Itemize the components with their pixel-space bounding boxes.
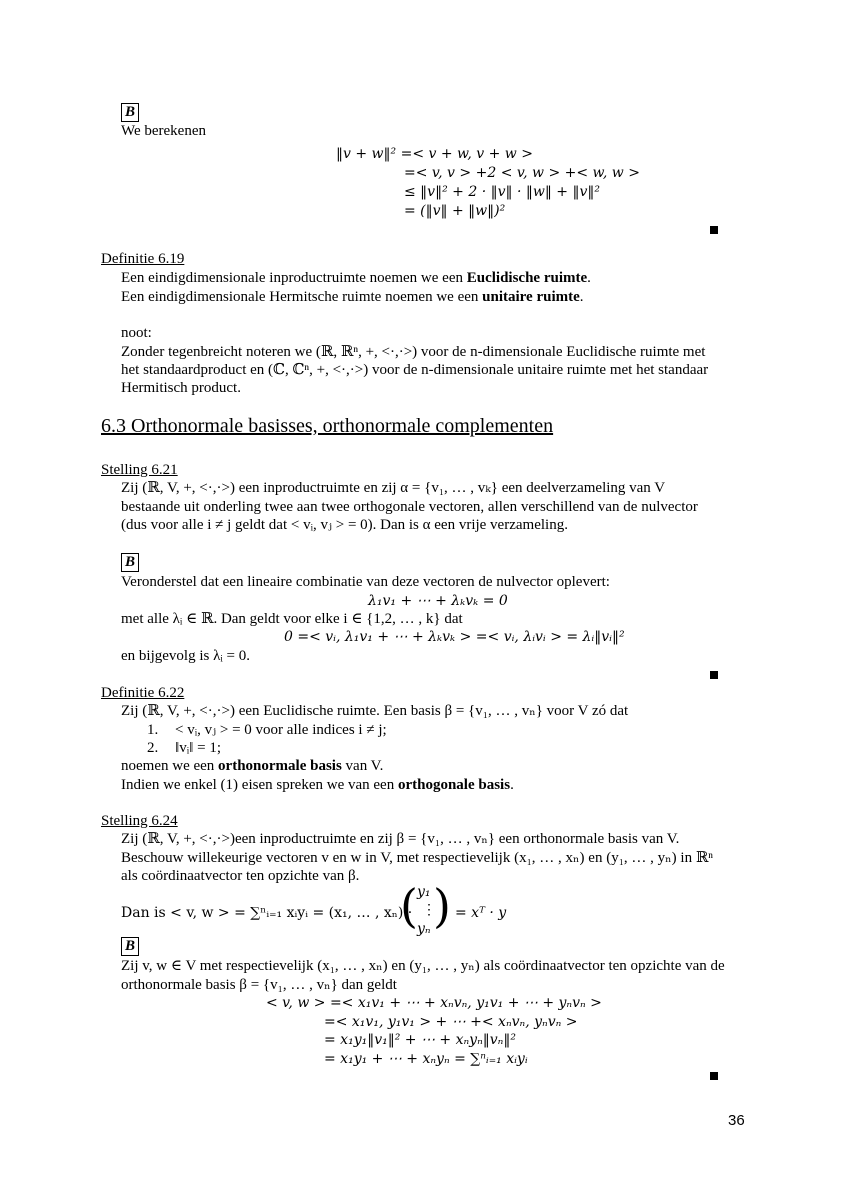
qed-symbol — [710, 1072, 718, 1080]
formula-left: Dan is < v, w > = ∑ⁿᵢ₌₁ xᵢyᵢ = (x₁, … , xₙ) · — [121, 905, 413, 921]
note-text: het standaardproduct en (ℂ, ℂⁿ, +, <·,·>) voor de n-dimensionale unitaire ruimte met het standaar — [121, 362, 709, 378]
proof-marker: B — [121, 937, 139, 956]
list-item: < vᵢ, vⱼ > = 0 voor alle indices i ≠ j; — [175, 722, 387, 738]
equation-line: 0 =< vᵢ, λ₁v₁ + ⋯ + λₖvₖ > =< vᵢ, λᵢvᵢ > = λᵢ‖vᵢ‖² — [284, 629, 625, 645]
matrix-left-paren: ( — [400, 879, 418, 933]
definition-text: Zij (ℝ, V, +, <·,·>) een Euclidische ruimte. Een basis β = {v₁, … , vₙ} voor V zó dat — [121, 703, 629, 719]
qed-symbol — [710, 671, 718, 679]
proof-marker: B — [121, 553, 139, 572]
equation-line: = (‖v‖ + ‖w‖)² — [404, 203, 506, 219]
proof-text: en bijgevolg is λᵢ = 0. — [121, 648, 251, 664]
proof-text: Zij v, w ∈ V met respectievelijk (x₁, … , xₙ) en (y₁, … , yₙ) als coördinaatvector ten opzichte van de — [121, 958, 725, 974]
theorem-text: als coördinaatvector ten opzichte van β. — [121, 868, 360, 884]
equation-line: < v, w > =< x₁v₁ + ⋯ + xₙvₙ, y₁v₁ + ⋯ + yₙvₙ > — [266, 995, 602, 1011]
matrix-right-paren: ) — [433, 879, 451, 933]
theorem-text: (dus voor alle i ≠ j geldt dat < vᵢ, vⱼ > = 0). Dan is α een vrije verzameling. — [121, 517, 568, 533]
definition-text: Een eindigdimensionale Hermitsche ruimte noemen we een unitaire ruimte. — [121, 289, 584, 305]
theorem-title: Stelling 6.21 — [101, 462, 178, 478]
matrix-entry: y₁ — [417, 884, 431, 900]
list-number: 1. — [147, 722, 159, 738]
equation-line: =< x₁v₁, y₁v₁ > + ⋯ +< xₙvₙ, yₙvₙ > — [324, 1014, 578, 1030]
list-number: 2. — [147, 740, 159, 756]
equation-line: ‖v + w‖² =< v + w, v + w > — [336, 146, 533, 162]
section-heading: 6.3 Orthonormale basisses, orthonormale complementen — [101, 415, 554, 437]
formula-right: = xᵀ · y — [455, 905, 507, 921]
equation-line: ≤ ‖v‖² + 2 · ‖v‖ · ‖w‖ + ‖v‖² — [404, 184, 600, 200]
matrix-entry: ⋮ — [422, 902, 436, 918]
equation-line: = x₁y₁ + ⋯ + xₙyₙ = ∑ⁿᵢ₌₁ xᵢyᵢ — [324, 1051, 528, 1067]
proof-text: met alle λᵢ ∈ ℝ. Dan geldt voor elke i ∈ {1,2, … , k} dat — [121, 611, 463, 627]
theorem-text: Zij (ℝ, V, +, <·,·>) een inproductruimte en zij α = {v₁, … , vₖ} een deelverzameling van V — [121, 480, 666, 496]
equation-line: = x₁y₁‖v₁‖² + ⋯ + xₙyₙ‖vₙ‖² — [324, 1032, 516, 1048]
qed-symbol — [710, 226, 718, 234]
definition-text: Een eindigdimensionale inproductruimte noemen we een Euclidische ruimte. — [121, 270, 591, 286]
proof-marker: B — [121, 103, 139, 122]
note-text: Zonder tegenbreicht noteren we (ℝ, ℝⁿ, +, <·,·>) voor de n-dimensionale Euclidische ruimte met — [121, 344, 706, 360]
note-label: noot: — [121, 325, 152, 341]
definition-text: noemen we een orthonormale basis van V. — [121, 758, 384, 774]
theorem-text: Zij (ℝ, V, +, <·,·>)een inproductruimte en zij β = {v₁, … , vₙ} een orthonormale basis van V. — [121, 831, 680, 847]
theorem-title: Stelling 6.24 — [101, 813, 178, 829]
note-text: Hermitisch product. — [121, 380, 241, 396]
proof-text: orthonormale basis β = {v₁, … , vₙ} dan geldt — [121, 977, 397, 993]
equation-line: λ₁v₁ + ⋯ + λₖvₖ = 0 — [368, 593, 508, 609]
page-number: 36 — [728, 1112, 745, 1129]
proof-text: Veronderstel dat een lineaire combinatie van deze vectoren de nulvector oplevert: — [121, 574, 610, 590]
definition-text: Indien we enkel (1) eisen spreken we van een orthogonale basis. — [121, 777, 514, 793]
list-item: ‖vᵢ‖ = 1; — [175, 740, 222, 756]
equation-line: =< v, v > +2 < v, w > +< w, w > — [404, 165, 640, 181]
theorem-text: bestaande uit onderling twee aan twee orthogonale vectoren, allen verschillend van de nulvector — [121, 499, 698, 515]
definition-title: Definitie 6.19 — [101, 251, 185, 267]
definition-title: Definitie 6.22 — [101, 685, 185, 701]
matrix-entry: yₙ — [417, 921, 431, 937]
proof-intro: We berekenen — [121, 123, 206, 139]
theorem-text: Beschouw willekeurige vectoren v en w in V, met respectievelijk (x₁, … , xₙ) en (y₁, … , yₙ) in ℝⁿ — [121, 850, 714, 866]
